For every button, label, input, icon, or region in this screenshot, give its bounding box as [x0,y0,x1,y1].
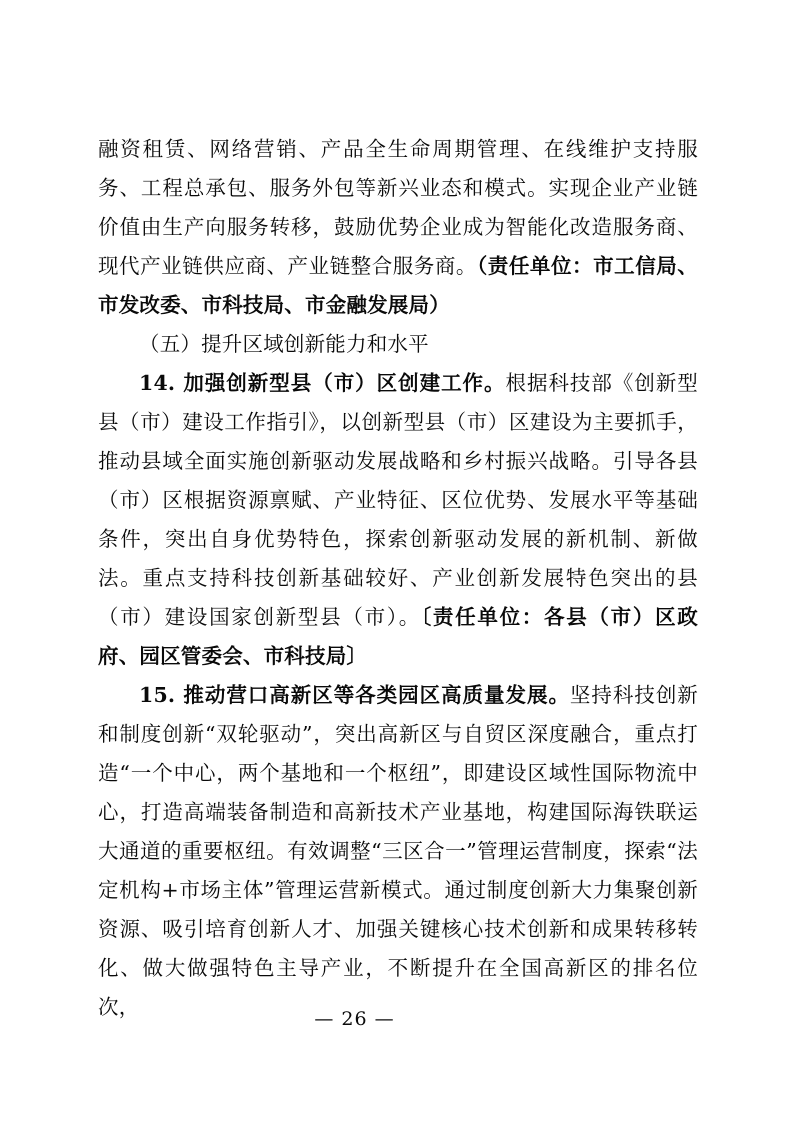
item-14-title: 14. 加强创新型县（市）区创建工作。 [139,371,506,395]
paragraph-continued [98,130,698,325]
item-15 [98,676,698,1027]
page-number [0,1008,793,1030]
item-14-responsible-unit: 〔责任单位：各县（市）区政府、园区管委会、市科技局〕 [98,605,698,668]
item-14 [98,364,698,676]
document-body [98,130,698,1027]
item-15-text: 坚持科技创新和制度创新“双轮驱动”，突出高新区与自贸区深度融合，重点打造“一个中心，两个基地和一个枢纽”，即建设区域性国际物流中心，打造高端装备制造和高新技术产业基地，构建国际海铁联运大通道的重要枢纽。有效调整“三区合一”管理运营制度，探索“法定机构+市场主体”管理运营新模式。通过制度创新大力集聚创新资源、吸引培育创新人才、加强关键核心技术创新和成果转移转化、做大做强特色主导产业，不断提升在全国高新区的排名位次， [98,683,698,1019]
item-15-title: 15. 推动营口高新区等各类园区高质量发展。 [139,683,570,707]
section-heading-five [98,325,698,364]
page-number-text: — 26 — [314,1008,395,1030]
item-14-text: 根据科技部《创新型县（市）建设工作指引》，以创新型县（市）区建设为主要抓手，推动县域全面实施创新驱动发展战略和乡村振兴战略。引导各县（市）区根据资源禀赋、产业特征、区位优势、发展水平等基础条件，突出自身优势特色，探索创新驱动发展的新机制、新做法。重点支持科技创新基础较好、产业创新发展特色突出的县（市）建设国家创新型县（市）。 [98,371,698,629]
paragraph-text: 融资租赁、网络营销、产品全生命周期管理、在线维护支持服务、工程总承包、服务外包等新兴业态和模式。实现企业产业链价值由生产向服务转移，鼓励优势企业成为智能化改造服务商、现代产业链供应商、产业链整合服务商。 [98,137,698,278]
section-heading-text: （五）提升区域创新能力和水平 [139,332,429,356]
responsible-unit-note: （责任单位：市工信局、市发改委、市科技局、市金融发展局） [98,254,698,317]
